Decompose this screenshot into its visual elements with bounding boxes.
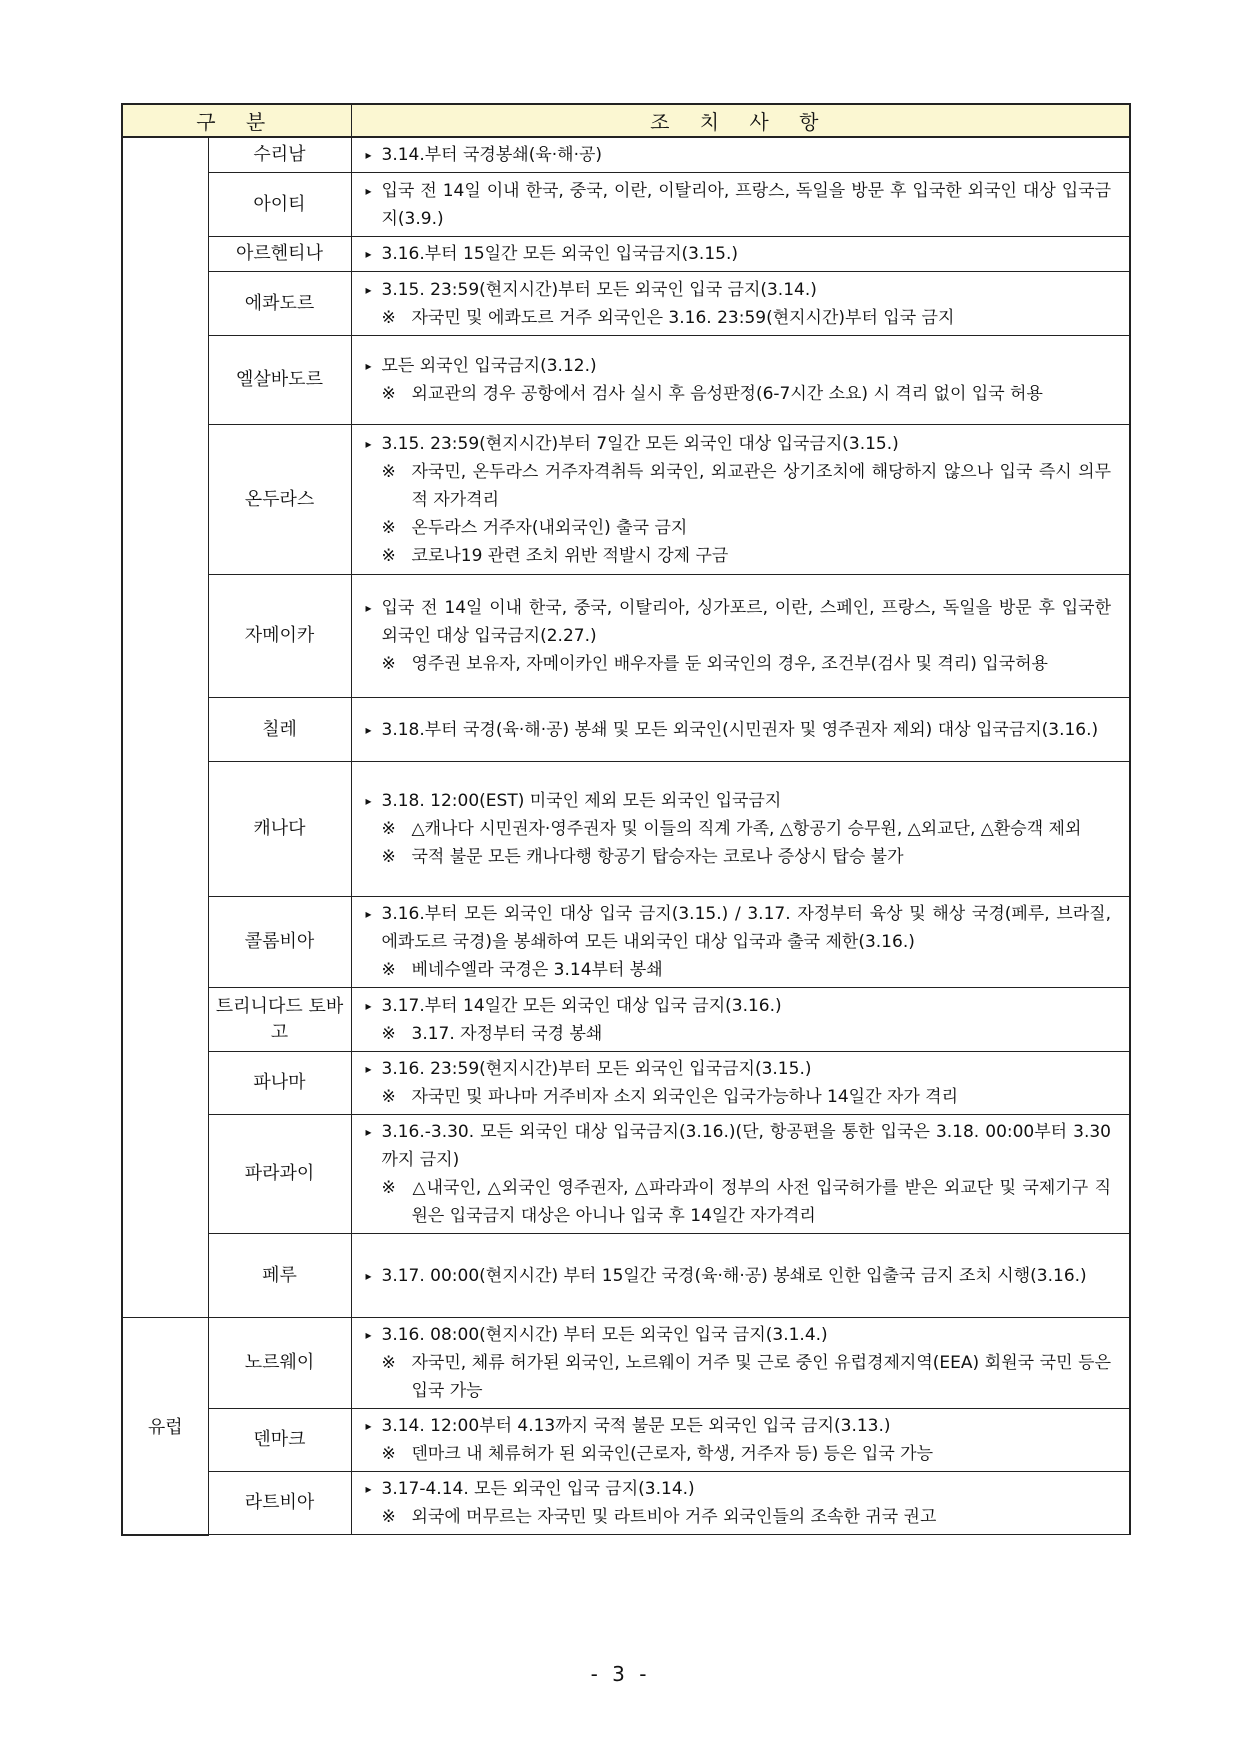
measures-cell: [351, 272, 1130, 336]
table-row: [122, 173, 1130, 237]
header-measures: 조 치 사 항: [351, 104, 1130, 137]
table-row: [122, 897, 1130, 988]
measures-cell: [351, 1472, 1130, 1535]
table-row: [122, 575, 1130, 698]
country-cell: 수리남: [208, 137, 351, 173]
country-cell: 트리니다드 토바고: [208, 988, 351, 1052]
measures-cell: [351, 237, 1130, 272]
note-line: ※ 자국민, 온두라스 거주자격취득 외국인, 외교관은 상기조치에 해당하지 않으나 입국 즉시 의무적 자가격리: [366, 458, 1112, 514]
measures-cell: [351, 425, 1130, 575]
table-header-row: [122, 104, 1130, 137]
note-line: ※ 외국에 머무르는 자국민 및 라트비아 거주 외국인들의 조속한 귀국 권고: [366, 1503, 1112, 1531]
measures-cell: [351, 336, 1130, 425]
measures-cell: [351, 575, 1130, 698]
measures-cell: [351, 1052, 1130, 1115]
note-line: ※ 덴마크 내 체류허가 된 외국인(근로자, 학생, 거주자 등) 등은 입국 가능: [366, 1440, 1112, 1468]
measure-line: ▸ 3.16.-3.30. 모든 외국인 대상 입국금지(3.16.)(단, 항공편을 통한 입국은 3.18. 00:00부터 3.30까지 금지): [366, 1118, 1112, 1174]
measure-line: ▸ 3.16. 23:59(현지시간)부터 모든 외국인 입국금지(3.15.): [366, 1055, 1112, 1083]
country-cell: 아이티: [208, 173, 351, 237]
table-row: [122, 425, 1130, 575]
table-row: [122, 336, 1130, 425]
measures-cell: [351, 762, 1130, 897]
country-cell: 아르헨티나: [208, 237, 351, 272]
measures-cell: [351, 988, 1130, 1052]
country-cell: 노르웨이: [208, 1318, 351, 1409]
table-row: [122, 1234, 1130, 1318]
measures-cell: [351, 897, 1130, 988]
measure-line: ▸ 3.17-4.14. 모든 외국인 입국 금지(3.14.): [366, 1475, 1112, 1503]
measure-line: ▸ 3.16.부터 모든 외국인 대상 입국 금지(3.15.) / 3.17. 자정부터 육상 및 해상 국경(페루, 브라질, 에콰도르 국경)을 봉쇄하여 모든 내외국인 대상 입국과 출국 제한(3.16.): [366, 900, 1112, 956]
entry-restrictions-table: [121, 103, 1131, 1536]
page-number: - 3 -: [590, 1662, 651, 1686]
measures-cell: [351, 698, 1130, 762]
measures-cell: [351, 1318, 1130, 1409]
measure-line: ▸ 3.18. 12:00(EST) 미국인 제외 모든 외국인 입국금지: [366, 787, 1112, 815]
measures-cell: [351, 1115, 1130, 1234]
note-line: ※ 온두라스 거주자(내외국인) 출국 금지: [366, 514, 1112, 542]
measure-line: ▸ 3.14. 12:00부터 4.13까지 국적 불문 모든 외국인 입국 금지(3.13.): [366, 1412, 1112, 1440]
table-row: [122, 1409, 1130, 1472]
measure-line: ▸ 3.16. 08:00(현지시간) 부터 모든 외국인 입국 금지(3.1.4.): [366, 1321, 1112, 1349]
measure-line: ▸ 모든 외국인 입국금지(3.12.): [366, 352, 1112, 380]
table-row: [122, 988, 1130, 1052]
note-line: ※ 3.17. 자정부터 국경 봉쇄: [366, 1020, 1112, 1048]
measures-cell: [351, 137, 1130, 173]
note-line: ※ 코로나19 관련 조치 위반 적발시 강제 구금: [366, 542, 1112, 570]
note-line: ※ 국적 불문 모든 캐나다행 항공기 탑승자는 코로나 증상시 탑승 불가: [366, 843, 1112, 871]
table-row: [122, 237, 1130, 272]
table-row: [122, 762, 1130, 897]
measures-cell: [351, 173, 1130, 237]
country-cell: 라트비아: [208, 1472, 351, 1535]
note-line: ※ 외교관의 경우 공항에서 검사 실시 후 음성판정(6-7시간 소요) 시 격리 없이 입국 허용: [366, 380, 1112, 408]
note-line: ※ △캐나다 시민권자·영주권자 및 이들의 직계 가족, △항공기 승무원, △외교단, △환승객 제외: [366, 815, 1112, 843]
measure-line: ▸ 3.17.부터 14일간 모든 외국인 대상 입국 금지(3.16.): [366, 992, 1112, 1020]
note-line: ※ 베네수엘라 국경은 3.14부터 봉쇄: [366, 956, 1112, 984]
note-line: ※ △내국인, △외국인 영주권자, △파라과이 정부의 사전 입국허가를 받은 외교단 및 국제기구 직원은 입국금지 대상은 아니나 입국 후 14일간 자가격리: [366, 1174, 1112, 1230]
measure-line: ▸ 3.14.부터 국경봉쇄(육·해·공): [366, 141, 1112, 169]
measure-line: ▸ 3.15. 23:59(현지시간)부터 7일간 모든 외국인 대상 입국금지(3.15.): [366, 430, 1112, 458]
note-line: ※ 자국민 및 에콰도르 거주 외국인은 3.16. 23:59(현지시간)부터 입국 금지: [366, 304, 1112, 332]
country-cell: 온두라스: [208, 425, 351, 575]
measure-line: ▸ 3.18.부터 국경(육·해·공) 봉쇄 및 모든 외국인(시민권자 및 영주권자 제외) 대상 입국금지(3.16.): [366, 716, 1112, 744]
country-cell: 콜롬비아: [208, 897, 351, 988]
country-cell: 에콰도르: [208, 272, 351, 336]
region-cell: [122, 137, 208, 1318]
measures-cell: [351, 1409, 1130, 1472]
country-cell: 칠레: [208, 698, 351, 762]
measure-line: ▸ 3.16.부터 15일간 모든 외국인 입국금지(3.15.): [366, 240, 1112, 268]
country-cell: 파나마: [208, 1052, 351, 1115]
note-line: ※ 자국민 및 파나마 거주비자 소지 외국인은 입국가능하나 14일간 자가 격리: [366, 1083, 1112, 1111]
measure-line: ▸ 3.17. 00:00(현지시간) 부터 15일간 국경(육·해·공) 봉쇄로 인한 입출국 금지 조치 시행(3.16.): [366, 1262, 1112, 1290]
table-body: [122, 137, 1130, 1535]
table-row: [122, 1115, 1130, 1234]
country-cell: 덴마크: [208, 1409, 351, 1472]
table-row: [122, 272, 1130, 336]
country-cell: 엘살바도르: [208, 336, 351, 425]
measures-cell: [351, 1234, 1130, 1318]
table-row: [122, 1318, 1130, 1409]
country-cell: 캐나다: [208, 762, 351, 897]
note-line: ※ 자국민, 체류 허가된 외국인, 노르웨이 거주 및 근로 중인 유럽경제지역(EEA) 회원국 국민 등은 입국 가능: [366, 1349, 1112, 1405]
measure-line: ▸ 입국 전 14일 이내 한국, 중국, 이탈리아, 싱가포르, 이란, 스페인, 프랑스, 독일을 방문 후 입국한 외국인 대상 입국금지(2.27.): [366, 594, 1112, 650]
note-line: ※ 영주권 보유자, 자메이카인 배우자를 둔 외국인의 경우, 조건부(검사 및 격리) 입국허용: [366, 650, 1112, 678]
table-row: [122, 698, 1130, 762]
measure-line: ▸ 3.15. 23:59(현지시간)부터 모든 외국인 입국 금지(3.14.): [366, 276, 1112, 304]
country-cell: 페루: [208, 1234, 351, 1318]
table-row: [122, 137, 1130, 173]
measure-line: ▸ 입국 전 14일 이내 한국, 중국, 이란, 이탈리아, 프랑스, 독일을 방문 후 입국한 외국인 대상 입국금지(3.9.): [366, 177, 1112, 233]
region-cell: 유럽: [122, 1318, 208, 1535]
country-cell: 자메이카: [208, 575, 351, 698]
table-row: [122, 1052, 1130, 1115]
header-category: 구 분: [122, 104, 351, 137]
table-row: [122, 1472, 1130, 1535]
country-cell: 파라과이: [208, 1115, 351, 1234]
